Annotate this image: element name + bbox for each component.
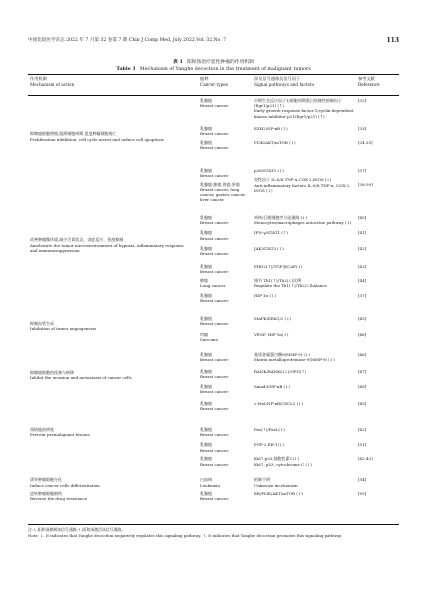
signal-pathway-cell [254, 352, 358, 362]
signal-pathway-cell [254, 246, 358, 251]
reference-cell-line: [54] [358, 477, 367, 483]
cancer-type-cell-line: 乳腺癌 [200, 400, 212, 406]
signal-pathway-cell [254, 477, 358, 487]
cancer-type-cell-line: 乳腺癌 [200, 491, 212, 497]
cancer-type-cell-line: 乳腺癌 [200, 368, 212, 374]
mechanism-cell-line: 抑制癌细胞的侵袭与转移 [30, 369, 74, 375]
signal-pathway-cell [254, 168, 358, 173]
cancer-type-cell [200, 384, 250, 394]
reference-cell [358, 126, 398, 131]
signal-pathway-cell-line: VEGF, HIF-1α(↓) [254, 332, 289, 338]
signal-pathway-cell [254, 278, 358, 288]
signal-pathway-cell-line: Regulate the Th1(↑)/Th2(↓)balance [254, 283, 327, 289]
table-bottom-rule [28, 524, 399, 525]
reference-cell [358, 456, 398, 461]
cancer-type-cell [200, 456, 250, 466]
table-caption-en: Mechanism of Yanghe decoction in the treatment of malignant tumors [139, 67, 311, 72]
reference-cell-line: [47] [358, 368, 367, 374]
signal-pathway-cell [254, 140, 358, 145]
signal-pathway-cell [254, 126, 358, 131]
cancer-type-cell [200, 278, 250, 288]
signal-pathway-cell-line: Unknown mechanism [254, 482, 298, 488]
cancer-type-cell [200, 246, 250, 256]
cancer-type-cell-line: Breast cancer [200, 432, 229, 438]
column-header-en: Cancer types [200, 81, 228, 87]
mechanism-cell [30, 131, 190, 141]
cancer-type-cell-line: 乳腺癌 [200, 427, 212, 433]
cancer-type-cell [200, 264, 250, 274]
signal-pathway-cell-line: 炎性因子 IL-6/8,TNF-α,COX-2,iNOS (↓) [254, 177, 332, 183]
signal-pathway-cell-line: Early growth response factor-1/cyclin-dependent kinase inhibitor p21(Egr1/p21) (↑) [254, 108, 354, 119]
column-header-en: Mechanism of action [30, 81, 75, 87]
reference-cell-line: [55] [358, 491, 367, 497]
cancer-type-cell-line: Breast cancer [200, 269, 229, 275]
reference-cell-line: [46] [358, 332, 367, 338]
cancer-type-cell-line: Breast cancer [200, 447, 229, 453]
reference-cell [358, 316, 398, 321]
reference-cell [358, 477, 398, 482]
mechanism-cell [30, 491, 190, 501]
mechanism-cell-line: 逆转肿瘤细胞耐药 [30, 491, 62, 497]
reference-cell [358, 278, 398, 283]
cancer-type-cell-line: 乳腺癌 [200, 139, 212, 145]
signal-pathway-cell [254, 442, 358, 447]
signal-pathway-cell-line: c-Met/NF-κB/CXCL1 (↓) [254, 400, 304, 406]
cancer-type-cell-line: 乳腺癌 [200, 167, 212, 173]
column-header-mechanism [30, 76, 74, 87]
mechanism-cell-line: 抑制血管生成 [30, 321, 54, 327]
cancer-type-cell-line: Breast cancer, lung cancer, gastric cancer, liver cancer [200, 186, 246, 203]
cancer-type-cell-line: 乳腺癌 [200, 125, 212, 131]
mechanism-cell-line: 抑制癌细胞增殖,阻滞细胞周期,促进肿瘤细胞凋亡 [30, 131, 117, 137]
cancer-type-cell [200, 491, 250, 501]
signal-pathway-cell [254, 177, 358, 193]
table-top-rule [28, 74, 399, 75]
cancer-type-cell-line: Breast cancer [200, 131, 229, 137]
reference-cell-line: [40] [358, 215, 367, 221]
cancer-type-cell-line: Leukemia [200, 482, 220, 488]
signal-pathway-cell-line: MAPK/ERK1/2 (↓) [254, 315, 292, 321]
cancer-type-cell-line: Breast cancer [200, 320, 229, 326]
cancer-type-cell-line: Breast cancer [200, 235, 229, 241]
signal-pathway-cell-line: Ki67, p53, cytochrome C (↓) [254, 461, 312, 467]
cancer-type-cell-line: 乳腺癌 [200, 293, 212, 299]
cancer-type-cell-line: Breast cancer [200, 496, 229, 502]
reference-cell [358, 491, 398, 496]
signal-pathway-cell-line: 早期生长反应因子1/细胞周期蛋白依赖性抑制因子(Egr1/p21) (↑) [254, 98, 342, 109]
cancer-type-cell-line: Breast cancer [200, 373, 229, 379]
mechanism-cell [30, 321, 190, 331]
journal-info: 中国比较医学杂志 2022 年 7 月第 32 卷第 7 期 Chin J Comp Med, July 2022,Vol. 32,No. 7 [28, 38, 227, 43]
reference-cell-line: [45] [358, 315, 367, 321]
cancer-type-cell-line: Breast cancer [200, 220, 229, 226]
signal-pathway-cell-line: Ki67,p53,细胞色素C(↓) [254, 456, 300, 462]
reference-cell [358, 332, 398, 337]
signal-pathway-cell-line: Matrix metalloproteinase-9(MMP-9) (↓) [254, 357, 335, 362]
reference-cell-line: [42-43] [358, 456, 373, 462]
cancer-type-cell [200, 98, 250, 108]
mechanism-cell-line: Prevent premalignant lesions [30, 432, 90, 438]
signal-pathway-cell [254, 332, 358, 337]
reference-cell-line: [46] [358, 351, 367, 357]
cancer-type-cell [200, 293, 250, 303]
cancer-type-cell [200, 316, 250, 326]
reference-cell [358, 442, 398, 447]
cancer-type-cell [200, 215, 250, 225]
cancer-type-cell-line: Breast cancer [200, 405, 229, 411]
signal-pathway-cell-line: 调节 Th1(↑)/Th2(↓)比例 [254, 277, 302, 283]
column-header-signal [254, 76, 314, 87]
cancer-type-cell-line: 乳腺癌 [200, 215, 212, 221]
reference-cell-line: [37] [358, 167, 367, 173]
signal-pathway-cell-line: Fas(↑)/FasL(↓) [254, 427, 285, 433]
table-label-zh: 表 1 [173, 59, 183, 65]
reference-cell [358, 401, 398, 406]
cancer-type-cell [200, 182, 250, 203]
mechanism-cell [30, 370, 190, 380]
signal-pathway-cell [254, 384, 358, 389]
mechanism-cell [30, 477, 190, 487]
reference-cell-line: [42] [358, 245, 367, 251]
cancer-type-cell-line: 乳腺癌 [200, 315, 212, 321]
table-label-en: Table 1 [116, 66, 136, 72]
cancer-type-cell-line: 乳腺癌 [200, 383, 212, 389]
cancer-type-cell-line: 白血病 [200, 477, 212, 483]
mechanism-cell-line: Ameliorate the tumor microenvironment of hypoxia, inflammatory response and immunosuppression [30, 242, 184, 253]
cancer-type-cell-line: 乳腺癌 [200, 442, 212, 448]
cancer-type-cell-line: Breast cancer [200, 103, 229, 109]
cancer-type-cell-line: 乳腺癌 [200, 456, 212, 462]
signal-pathway-cell [254, 293, 358, 298]
cancer-type-cell [200, 477, 250, 487]
cancer-type-cell-line: 乳腺癌,肺癌,胃癌,肝癌 [200, 181, 240, 187]
table-title-zh [0, 59, 427, 66]
reference-cell-line: [41] [358, 230, 367, 236]
cancer-type-cell [200, 140, 250, 150]
reference-cell [358, 246, 398, 251]
mechanism-cell [30, 427, 190, 437]
mechanism-cell-line: Induce cancer cells differentiation [30, 482, 100, 488]
signal-pathway-cell-line: 机制不明 [254, 477, 270, 483]
mechanism-cell-line: 诱导肿瘤细胞分化 [30, 477, 62, 483]
cancer-type-cell [200, 369, 250, 379]
signal-pathway-cell [254, 427, 358, 432]
mechanism-cell-line: Reverse the drug resistance [30, 496, 88, 502]
cancer-type-cell [200, 126, 250, 136]
signal-pathway-cell [254, 456, 358, 466]
cancer-type-cell-line: 乳腺癌 [200, 245, 212, 251]
cancer-type-cell [200, 168, 250, 178]
cancer-type-cell-line: 乳腺癌 [200, 230, 212, 236]
column-header-zh: 癌种 [200, 76, 209, 81]
cancer-type-cell-line: Breast cancer [200, 251, 229, 257]
cancer-type-cell [200, 230, 250, 240]
reference-cell-line: [42] [358, 427, 367, 433]
reference-cell-line: [51] [358, 442, 367, 448]
signal-pathway-cell [254, 491, 358, 496]
mechanism-cell-line: 预防癌前病变 [30, 427, 54, 433]
signal-pathway-cell-line: Monocytes/macrophages autocrine pathway (↓) [254, 220, 352, 226]
reference-cell-line: [32] [358, 98, 367, 103]
cancer-type-cell [200, 401, 250, 411]
cancer-type-cell-line: 乳腺癌 [200, 98, 212, 103]
cancer-type-cell-line: Breast cancer [200, 461, 229, 467]
cancer-type-cell-line: 乳腺癌 [200, 263, 212, 269]
reference-cell-line: [48] [358, 383, 367, 389]
signal-pathway-cell-line: FGF-2,ER-1(↓) [254, 442, 285, 448]
signal-pathway-cell-line: IFN-γ/STAT1 (↑) [254, 230, 288, 236]
signal-pathway-cell-line: EB/PI3K/AKT/mTOR (↓) [254, 491, 303, 497]
table-header-rule [28, 95, 399, 96]
mechanism-cell-line: 改善肿瘤微环境,减少乏氧状态、炎症反应、免疫抑制 [30, 237, 124, 243]
reference-cell-line: [33] [358, 125, 367, 131]
cancer-type-cell [200, 442, 250, 452]
reference-cell [358, 293, 398, 298]
reference-cell [358, 384, 398, 389]
signal-pathway-cell-line: RANK/RANKL(↓)/OPG(↑) [254, 368, 307, 374]
reference-cell-line: [38-39] [358, 181, 373, 187]
cancer-type-cell [200, 427, 250, 437]
reference-cell-line: [49] [358, 400, 367, 406]
signal-pathway-cell-line: Smad3/NF-κB (↓) [254, 383, 291, 389]
signal-pathway-cell-line: HIF-1α (↓) [254, 293, 277, 299]
signal-pathway-cell-line: p38/STAT3 (↓) [254, 167, 284, 173]
reference-cell-line: [34,35] [358, 139, 373, 145]
running-header [28, 36, 399, 45]
reference-cell [358, 98, 398, 103]
mechanism-cell-line: Proliferation inhibition, cell cycle arrest and induce cell apoptosis [30, 136, 164, 142]
cancer-type-cell-line: Breast cancer [200, 389, 229, 395]
reference-cell [358, 264, 398, 269]
reference-cell [358, 230, 398, 235]
mechanism-cell [30, 237, 190, 253]
cancer-type-cell-line: Breast cancer [200, 298, 229, 304]
signal-pathway-cell-line: EZH2/NF-κB (↓) [254, 125, 288, 131]
reference-cell [358, 140, 398, 145]
reference-cell [358, 427, 398, 432]
cancer-type-cell-line: 肉瘤 [200, 332, 208, 338]
table-note-en: Note: ↓, It indicates that Yanghe decoction negatively regulates this signaling pathway. ↑, It indicates that Yanghe decoction promotes this signaling pathway. [28, 533, 342, 538]
cancer-type-cell-line: Sarcoma [200, 337, 218, 343]
signal-pathway-cell-line: 基质金属蛋白酶9(MMP-9) (↓) [254, 351, 310, 357]
reference-cell [358, 168, 398, 173]
signal-pathway-cell [254, 98, 358, 119]
reference-cell-line: [37] [358, 293, 367, 299]
table-caption-zh: 阳和汤治疗恶性肿瘤的作用机制 [186, 60, 254, 65]
cancer-type-cell-line: Breast cancer [200, 145, 229, 151]
reference-cell-line: [43] [358, 263, 367, 269]
cancer-type-cell-line: 乳腺癌 [200, 351, 212, 357]
reference-cell-line: [44] [358, 277, 367, 283]
cancer-type-cell [200, 332, 250, 342]
page-number: 113 [386, 37, 399, 44]
reference-cell [358, 352, 398, 357]
signal-pathway-cell-line: PHD2(↑)/TGF-β/CAF(↓) [254, 263, 303, 269]
signal-pathway-cell [254, 264, 358, 269]
signal-pathway-cell-line: JAK/STAT3 (↓) [254, 245, 284, 251]
signal-pathway-cell-line: PI3K/AKT/mTOR (↓) [254, 139, 296, 145]
cancer-type-cell-line: 肺癌 [200, 277, 208, 283]
reference-cell [358, 182, 398, 187]
column-header-reference [358, 76, 380, 87]
signal-pathway-cell [254, 215, 358, 225]
column-header-en: Reference [358, 81, 380, 87]
reference-cell [358, 215, 398, 220]
column-header-cancer [200, 76, 228, 87]
cancer-type-cell-line: Lung cancer [200, 283, 226, 289]
column-header-zh: 参考文献 [358, 76, 375, 81]
column-header-zh: 作用机制 [30, 76, 47, 81]
cancer-type-cell [200, 352, 250, 362]
reference-cell [358, 369, 398, 374]
cancer-type-cell-line: Breast cancer [200, 172, 229, 178]
cancer-type-cell-line: Breast cancer [200, 357, 229, 362]
mechanism-cell-line: Inhibition of tumor angiogenesis [30, 326, 97, 332]
signal-pathway-cell [254, 316, 358, 321]
signal-pathway-cell [254, 401, 358, 406]
mechanism-cell-line: Inhibit the invasion and metastasis of cancer cells [30, 375, 132, 381]
table-note-zh: 注:↓,阳和汤抑制该信号通路;↑,阳和汤激活该信号通路。 [28, 527, 126, 532]
signal-pathway-cell-line: 单核/巨噬细胞旁分泌通路 (↓) [254, 215, 308, 221]
column-header-en: Signal pathways and factors [254, 81, 315, 87]
column-header-zh: 涉及信号通路及信号因子 [254, 76, 301, 81]
table-title-en [0, 66, 427, 73]
signal-pathway-cell [254, 369, 358, 374]
signal-pathway-cell-line: Anti-inflammatory factors IL-6/8,TNF-α, COX-2, iNOS (↓) [254, 182, 351, 193]
signal-pathway-cell [254, 230, 358, 235]
